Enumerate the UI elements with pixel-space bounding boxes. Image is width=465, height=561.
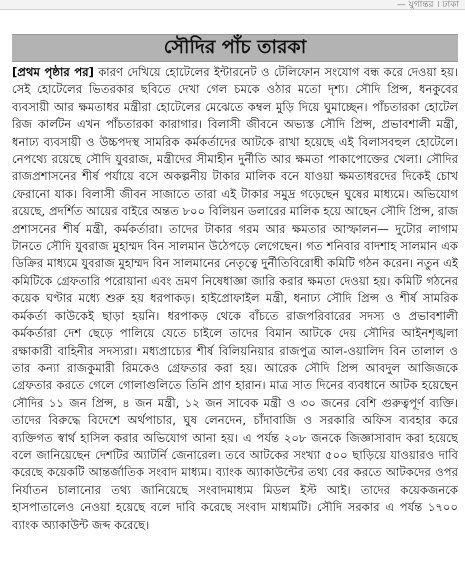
article-paragraph: [12, 64, 458, 534]
article-text: কারণ দেখিয়ে হোটেলের ইন্টারনেট ও টেলিফোন সংযোগ বন্ধ করে দেওয়া হয়। সেই হোটেলের ভিতরকার ছবিতে দেখা গেল চমকে ওঠার মতো দৃশ্য। সৌদি প্রিন্স, ধনকুবের ব্যবসায়ী আর ক্ষমতাধর মন্ত্রীরা হোটেলের মেঝেতে কম্বল মুড়ি দিয়ে ঘুমাচ্ছেন। পাঁচতারকা হোটেল রিজ কার্লটন এখন পাঁচতারকা কারাগার। বিলাসী জীবনে অভ্যস্ত সৌদি প্রিন্স, প্রভাবশালী মন্ত্রী, ধনাঢ্য ব্যবসায়ী ও উচ্চপদস্থ সামরিক কর্মকর্তাদের আটকে রাখা হয়েছে এই বিলাসবহুল হোটেলে। নেপথ্যে রয়েছে সৌদি যুবরাজ, মন্ত্রীদের সীমাহীন দুর্নীতি আর ক্ষমতা পাকাপোক্তের খেলা। সৌদির রাজপ্রশাসনের শীর্ষ পর্যায়ে বসে অকল্পনীয় টাকার মালিক বনে যাওয়া ক্ষমতাধরদের দিকেই চোখ ফেরানো যাক। বিলাসী জীবন সাজাতে তারা এই টাকার সমুদ্র গড়েছেন ঘুষের মাধ্যমে। অভিযোগ রয়েছে, প্রদর্শিত আয়ের বাইরে অন্তত ৮০০ বিলিয়ন ডলারের মালিক হয়ে আছেন সৌদি প্রিন্স, রাজ প্রশাসনের শীর্ষ মন্ত্রী, কর্মকর্তারা। তাদের টাকার গরম আর ক্ষমতার আস্ফালন— দুটোর লাগাম টানতে সৌদি যুবরাজ মুহাম্মদ বিন সালমান উঠেপড়ে লেগেছেন। গত শনিবার বাদশাহ সালমান এক ডিক্রির মাধ্যমে যুবরাজ মুহাম্মদ বিন সালমানের নেতৃত্বে দুর্নীতিবিরোধী কমিটি গঠন করেন। নতুন এই কমিটিকে গ্রেফতারি পরোয়ানা এবং ভ্রমণ নিষেধাজ্ঞা জারি করার ক্ষমতা দেওয়া হয়। কমিটি গঠনের কয়েক ঘণ্টার মধ্যে শুরু হয় ধরপাকড়। হাইপ্রোফাইল মন্ত্রী, ধনাঢ্য সৌদি প্রিন্স ও শীর্ষ সামরিক কর্মকর্তা কাউকেই ছাড়া হয়নি। ধরপাকড় থেকে বাঁচতে রাজপরিবারের সদস্য ও প্রভাবশালী কর্মকর্তারা দেশ ছেড়ে পালিয়ে যেতে চাইলে তাদের বিমান আটকে দেয় সৌদির আইনশৃঙ্খলা রক্ষাকারী বাহিনীর সদস্যরা। মধ্যপ্রাচ্যের শীর্ষ বিলিয়নিয়ার রাজপুত্র আল-ওয়ালিদ বিন তালাল ও তার কন্যা রাজকুমারী রিমকেও গ্রেফতার করা হয়। আরেক সৌদি প্রিন্স আবদুল আজিজকে গ্রেফতার করতে গেলে গোলাগুলিতে তিনি প্রাণ হারান। মাত্র সাত দিনের ব্যবধানে আটক হয়েছেন সৌদির ১১ জন প্রিন্স, ৪ জন মন্ত্রী, ১২ জন সাবেক মন্ত্রী ও ৩০ জনের বেশি গুরুত্বপূর্ণ ব্যক্তি। তাদের বিরুদ্ধে বিদেশে অর্থপাচার, ঘুষ লেনদেন, চাঁদাবাজি ও সরকারি অফিস ব্যবহার করে ব্যক্তিগত স্বার্থ হাসিল করার অভিযোগ আনা হয়। এ পর্যন্ত ২০৮ জনকে জিজ্ঞাসাবাদ করা হয়েছে বলে জানিয়েছেন দেশটির অ্যাটর্নি জেনারেল। তবে আটকের সংখ্যা ৫০০ ছাড়িয়ে যাওয়ারও দাবি করেছে কয়েকটি আন্তর্জাতিক সংবাদ মাধ্যম। ব্যাংক অ্যাকাউন্টের তথ্য বের করতে আটকদের ওপর নির্যাতন চালানোর তথ্য জানিয়েছে সংবাদমাধ্যম মিডল ইস্ট আই। তাদের কয়েকজনকে হাসপাতালেও নেওয়া হয়েছে বলে দাবি করেছে সংবাদ মাধ্যমটি। সৌদি সরকার এ পর্যন্ত ১৭০০ ব্যাংক অ্যাকাউন্ট জব্দ করেছে।: [12, 65, 458, 532]
page-header-strip: — যুগান্তর । ঢাকা: [0, 0, 465, 10]
article-body: [12, 64, 458, 556]
article-headline: সৌদির পাঁচ তারকা: [163, 36, 307, 58]
continued-from-tag: [প্রথম পৃষ্ঠার পর]: [12, 65, 94, 79]
